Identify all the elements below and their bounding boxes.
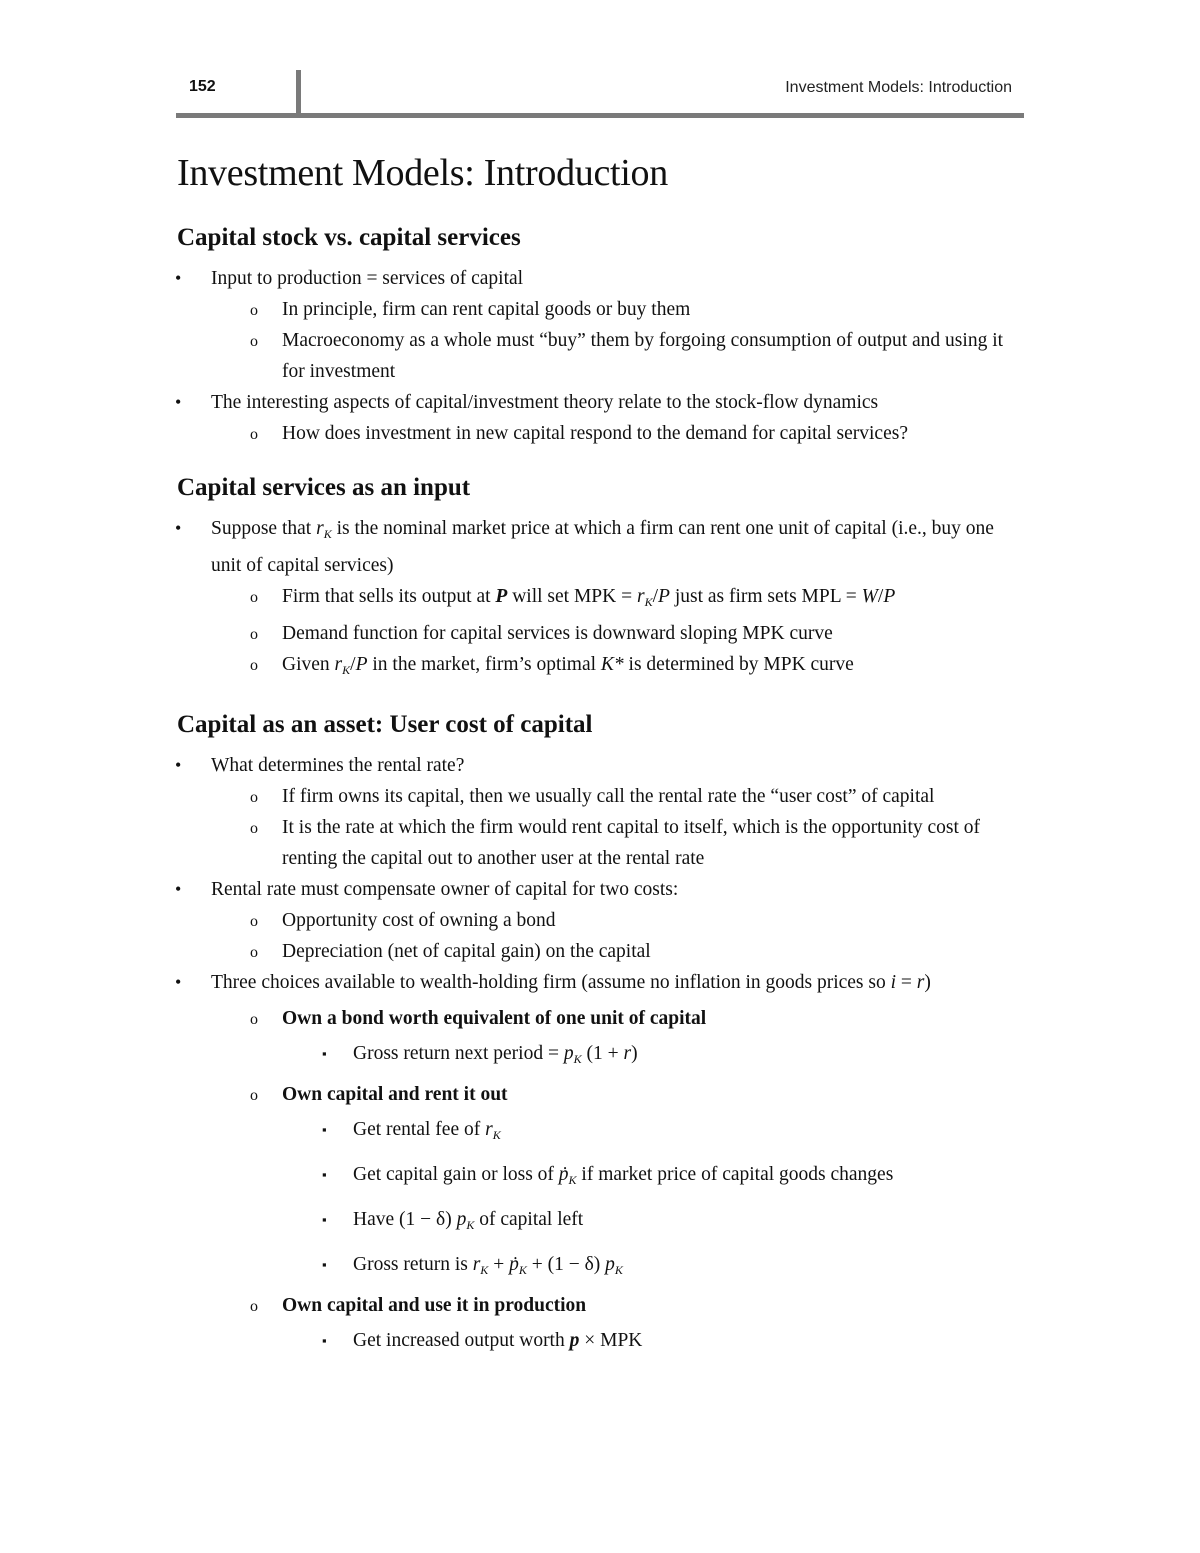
- item-text: Gross return next period =: [353, 1043, 564, 1064]
- list-item: [248, 649, 1027, 686]
- math-symbol: p: [569, 1330, 580, 1351]
- math-symbol: ṗ: [558, 1164, 569, 1185]
- list-item: [319, 1200, 1027, 1245]
- header-rule: [176, 113, 1024, 118]
- option-heading: Own capital and use it in production: [282, 1295, 587, 1316]
- list-item: o Macroeconomy as a whole must “buy” them by forgoing consumption of output and using it for investment: [248, 325, 1027, 387]
- item-text: Gross return is: [353, 1254, 473, 1275]
- option-heading: Own capital and rent it out: [282, 1084, 508, 1105]
- page-content: [177, 148, 1027, 1383]
- item-text: is the nominal market price at which a firm can rent one unit of capital (i.e., buy one unit of capital services): [211, 518, 994, 576]
- math-subscript: K: [323, 527, 332, 541]
- item-text: × MPK: [579, 1330, 643, 1351]
- option-heading: Own a bond worth equivalent of one unit of capital: [282, 1008, 707, 1029]
- math-symbol: ): [631, 1043, 638, 1064]
- list-item: [248, 1079, 1027, 1290]
- item-text: Get increased output worth: [353, 1330, 570, 1351]
- list-item: o In principle, firm can rent capital goods or buy them: [248, 294, 1027, 325]
- item-text: Input to production = services of capital: [211, 268, 524, 289]
- page-header: [176, 70, 1024, 118]
- list-item: [319, 1155, 1027, 1200]
- list-item: o Opportunity cost of owning a bond: [248, 905, 1027, 936]
- list-item: [319, 1321, 1027, 1361]
- list-item: [248, 1003, 1027, 1079]
- item-text: Get capital gain or loss of: [353, 1164, 559, 1185]
- item-text: The interesting aspects of capital/investment theory relate to the stock-flow dynamics: [211, 392, 879, 413]
- sub-list: [248, 905, 1027, 967]
- math-symbol: /: [652, 586, 659, 607]
- sub-list: [248, 418, 1027, 449]
- math-symbol: r: [472, 1254, 481, 1275]
- item-text: Firm that sells its output at: [282, 586, 496, 607]
- sub-sub-list: [319, 1034, 1027, 1079]
- list-item: o Depreciation (net of capital gain) on the capital: [248, 936, 1027, 967]
- item-text: ): [924, 972, 931, 993]
- math-subscript: K: [644, 595, 653, 609]
- bullet-list: [177, 513, 1027, 686]
- page-number: 152: [189, 78, 216, 95]
- math-symbol: r: [636, 586, 645, 607]
- section-heading: Capital services as an input: [177, 474, 471, 501]
- list-item: o How does investment in new capital respond to the demand for capital services?: [248, 418, 1027, 449]
- item-text: =: [896, 972, 917, 993]
- item-text: Get rental fee of: [353, 1119, 486, 1140]
- sub-list: [248, 1003, 1027, 1361]
- list-item: [177, 513, 1027, 686]
- item-text: Suppose that: [211, 518, 317, 539]
- list-item: [177, 263, 1027, 387]
- math-symbol: K*: [600, 654, 624, 675]
- section-capital-services: [177, 471, 1027, 686]
- section-capital-stock: [177, 221, 1027, 449]
- math-symbol: r: [623, 1043, 632, 1064]
- math-symbol: P: [495, 586, 508, 607]
- math-subscript: K: [568, 1173, 577, 1187]
- item-text: if market price of capital goods changes: [576, 1164, 894, 1185]
- page-title: Investment Models: Introduction: [177, 152, 668, 194]
- item-text: of capital left: [474, 1209, 584, 1230]
- math-subscript: K: [480, 1263, 489, 1277]
- math-symbol: W: [861, 586, 878, 607]
- math-symbol: p: [563, 1043, 574, 1064]
- math-symbol: P: [658, 586, 670, 607]
- bullet-list: [177, 263, 1027, 449]
- math-subscript: K: [342, 663, 351, 677]
- header-divider: [296, 70, 301, 114]
- math-symbol: + (1 − δ): [526, 1254, 606, 1275]
- list-item: [319, 1034, 1027, 1079]
- section-heading: Capital as an asset: User cost of capital: [177, 711, 593, 738]
- math-symbol: (1 − δ): [399, 1209, 457, 1230]
- list-item: o If firm owns its capital, then we usually call the rental rate the “user cost” of capital: [248, 781, 1027, 812]
- list-item: [319, 1245, 1027, 1290]
- math-symbol: i: [890, 972, 897, 993]
- sub-list: [248, 581, 1027, 686]
- item-text: Rental rate must compensate owner of capital for two costs:: [211, 879, 679, 900]
- list-item: [248, 581, 1027, 618]
- math-symbol: /: [350, 654, 356, 675]
- sub-list: [248, 294, 1027, 387]
- list-item: [177, 387, 1027, 449]
- math-subscript: K: [492, 1128, 501, 1142]
- math-symbol: ṗ: [509, 1254, 519, 1275]
- section-heading: Capital stock vs. capital services: [177, 224, 521, 251]
- list-item: [177, 874, 1027, 967]
- math-symbol: r: [485, 1119, 493, 1140]
- math-subscript: K: [466, 1218, 475, 1232]
- item-text: in the market, firm’s optimal: [367, 654, 601, 675]
- list-item: [319, 1110, 1027, 1155]
- item-text: Three choices available to wealth-holding firm (assume no inflation in goods prices so: [211, 972, 891, 993]
- list-item: o It is the rate at which the firm would rent capital to itself, which is the opportunity cost of renting the capital out to another user at the rental rate: [248, 812, 1027, 874]
- sub-list: [248, 781, 1027, 874]
- item-text: will set MPK =: [507, 586, 637, 607]
- item-text: Have: [353, 1209, 400, 1230]
- math-symbol: r: [916, 972, 925, 993]
- item-text: just as firm sets MPL =: [669, 586, 862, 607]
- list-item: [177, 750, 1027, 874]
- list-item: [177, 967, 1027, 1361]
- sub-sub-list: [319, 1321, 1027, 1361]
- math-symbol: p: [456, 1209, 467, 1230]
- running-title: Investment Models: Introduction: [785, 79, 1012, 96]
- bullet-list: [177, 750, 1027, 1361]
- math-subscript: K: [573, 1052, 582, 1066]
- math-symbol: +: [488, 1254, 510, 1275]
- item-text: What determines the rental rate?: [211, 755, 465, 776]
- section-user-cost: [177, 708, 1027, 1361]
- math-symbol: P: [883, 586, 896, 607]
- item-text: is determined by MPK curve: [623, 654, 854, 675]
- list-item: o Demand function for capital services is downward sloping MPK curve: [248, 618, 1027, 649]
- math-symbol: r: [334, 654, 343, 675]
- list-item: [248, 1290, 1027, 1361]
- math-subscript: K: [614, 1263, 623, 1277]
- math-symbol: (1 +: [581, 1043, 624, 1064]
- math-symbol: P: [355, 654, 368, 675]
- item-text: Given: [282, 654, 335, 675]
- math-symbol: /: [877, 586, 884, 607]
- sub-sub-list: [319, 1110, 1027, 1290]
- math-symbol: r: [316, 518, 324, 539]
- math-symbol: p: [605, 1254, 615, 1275]
- math-subscript: K: [518, 1263, 527, 1277]
